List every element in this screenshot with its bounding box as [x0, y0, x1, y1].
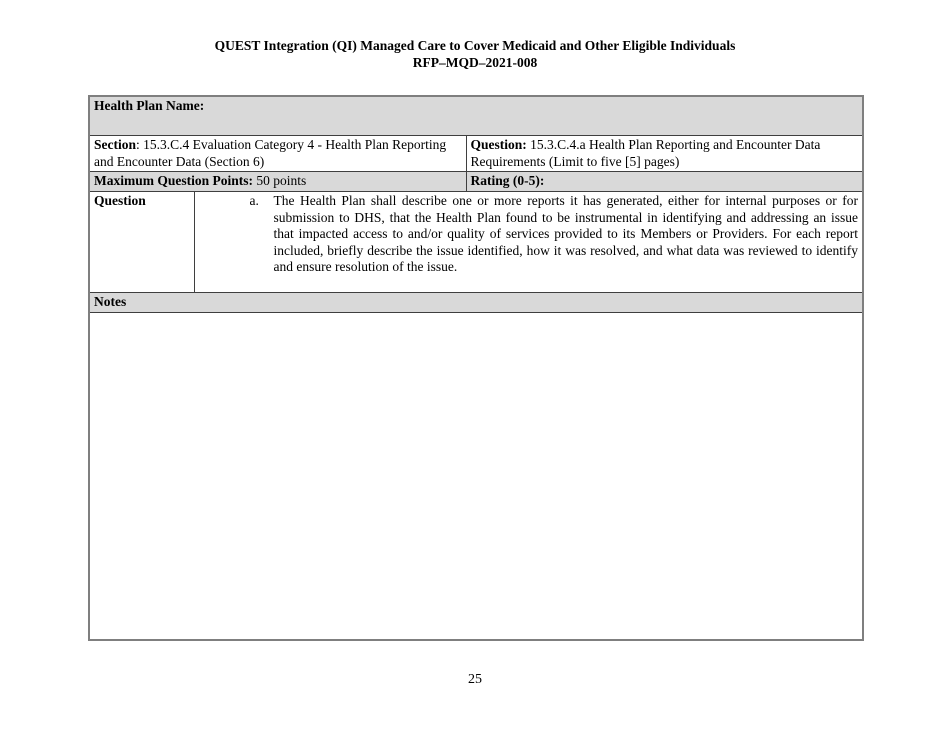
max-points-cell: [89, 172, 466, 192]
document-header: [0, 0, 950, 71]
question-header-value: 15.3.C.4.a Health Plan Reporting and Encounter Data Requirements (Limit to five [5] pages): [470, 137, 821, 169]
document-title-line2: RFP–MQD–2021-008: [412, 55, 538, 70]
document-title-line1: QUEST Integration (QI) Managed Care to Cover Medicaid and Other Eligible Individuals: [214, 38, 736, 53]
notes-label: Notes: [94, 294, 127, 309]
max-points-label: Maximum Question Points:: [94, 173, 254, 188]
question-row-label-cell: [89, 192, 194, 293]
notes-header-cell: [89, 293, 863, 313]
section-cell: [89, 136, 466, 172]
notes-header-row: [89, 293, 863, 313]
notes-content-cell: [89, 312, 863, 640]
health-plan-name-cell: [89, 96, 863, 136]
rating-cell: [466, 172, 863, 192]
evaluation-form-table: [88, 95, 864, 641]
notes-content-row: [89, 312, 863, 640]
max-points-value: 50 points: [253, 173, 307, 188]
section-question-row: [89, 136, 863, 172]
question-item-text: The Health Plan shall describe one or more reports it has generated, either for internal purposes or for submission to DHS, that the Health Plan found to be instrumental in identifying and addressing an issue that impacted access to and/or quality of services provided to its Members or Providers. For each report included, briefly describe the issue identified, how it was resolved, and what data was reviewed to identify and ensure resolution of the issue.: [273, 193, 859, 274]
question-header-label: Question:: [470, 137, 527, 152]
question-list-item: [199, 193, 859, 276]
question-text-cell: [194, 192, 863, 293]
question-row: [89, 192, 863, 293]
health-plan-name-label: Health Plan Name:: [94, 98, 205, 113]
points-rating-row: [89, 172, 863, 192]
page-number: 25: [468, 671, 482, 687]
rating-label: Rating (0-5):: [470, 173, 545, 188]
section-value: : 15.3.C.4 Evaluation Category 4 - Health Plan Reporting and Encounter Data (Section 6): [94, 137, 447, 169]
health-plan-name-row: [89, 96, 863, 136]
question-header-cell: [466, 136, 863, 172]
question-row-label: Question: [94, 193, 146, 208]
question-item-marker: a.: [249, 193, 259, 208]
section-label: Section: [94, 137, 136, 152]
